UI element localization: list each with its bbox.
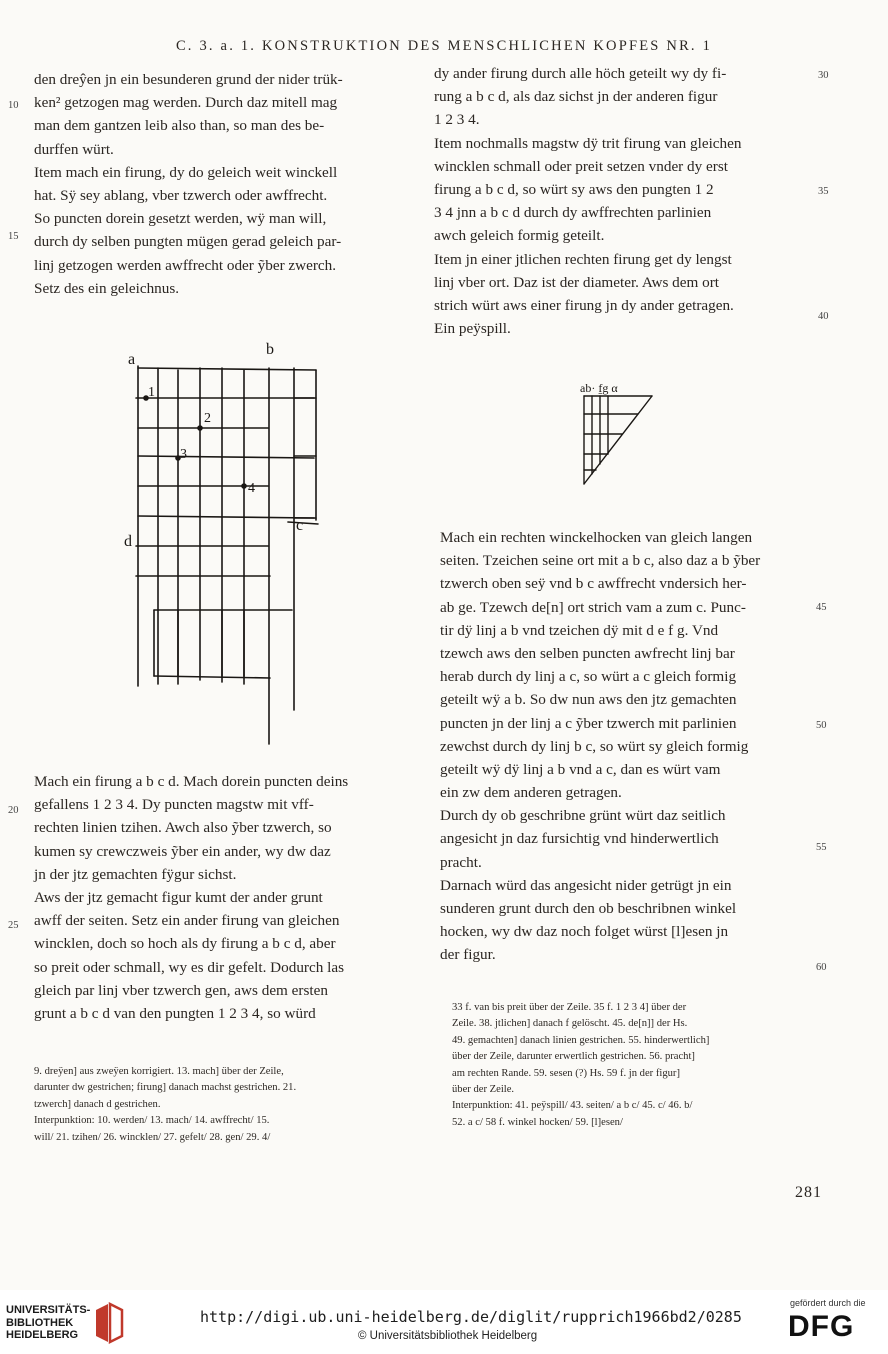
text-line: pracht. <box>440 853 482 871</box>
text-line: der figur. <box>440 946 496 964</box>
page-number: 281 <box>795 1184 822 1201</box>
note-line: 9. dreÿen] aus zweÿen korrigiert. 13. mach] über der Zeile, <box>34 1066 284 1077</box>
note-line: 33 f. van bis preit über der Zeile. 35 f. 1 2 3 4] über der <box>452 1002 687 1013</box>
text-line: 1 2 3 4. <box>434 111 480 129</box>
note-line: am rechten Rande. 59. sesen (?) Hs. 59 f. jn der figur] <box>452 1067 680 1079</box>
copyright-notice: © Universitätsbibliothek Heidelberg <box>358 1330 538 1342</box>
line-number: 10 <box>8 100 19 111</box>
dfg-logo: DFG <box>788 1310 855 1343</box>
text-line: rung a b c d, als daz sichst jn der anderen figur <box>434 88 718 106</box>
figure-label-a: a <box>128 351 136 368</box>
text-line: Mach ein rechten winckelhocken van gleich langen <box>440 529 753 546</box>
right-column-middle <box>440 526 820 967</box>
text-line: sunderen grunt durch den ob beschribnen winkel <box>440 900 737 917</box>
text-line: grunt a b c d van den pungten 1 2 3 4, so würd <box>34 1004 316 1022</box>
figure-label-4: 4 <box>248 481 255 496</box>
line-number: 15 <box>8 231 19 242</box>
text-line: Item nochmalls magstw dÿ trit firung van gleichen <box>434 134 742 152</box>
text-line: firung a b c d, so würt sy aws den pungten 1 2 <box>434 180 714 198</box>
text-line: ab ge. Tzewch de[n] ort strich vam a zum c. Punc- <box>440 598 746 616</box>
library-emblem-icon <box>92 1300 126 1346</box>
text-line: Setz des ein geleichnus. <box>34 279 180 297</box>
text-line: 3 4 jnn a b c d durch dy awffrechten parlinien <box>434 204 712 222</box>
note-line: über der Zeile, darunter erwertlich gestrichen. 56. pracht] <box>452 1051 695 1063</box>
text-line: durch dy selben pungten mügen gerad geleich par- <box>34 233 342 251</box>
figure-label-b: b <box>266 341 274 358</box>
line-number: 55 <box>816 842 827 853</box>
text-line: tzewch aws den selben puncten awfrecht linj bar <box>440 644 735 662</box>
running-head: C. 3. a. 1. KONSTRUKTION DES MENSCHLICHEN KOPFES NR. 1 <box>175 38 713 54</box>
permalink-url[interactable]: http://digi.ub.uni-heidelberg.de/diglit/rupprich1966bd2/0285 <box>200 1308 742 1326</box>
text-line: Item jn einer jtlichen rechten firung get dy lengst <box>434 250 732 268</box>
left-column-top <box>34 68 394 300</box>
text-line: strich würt aws einer firung jn dy ander getragen. <box>434 296 734 314</box>
text-line: zewchst durch dy linj b c, so würt sy gleich formig <box>440 737 749 755</box>
text-line: hat. Sÿ sey ablang, vber tzwerch oder awffrecht. <box>34 186 328 204</box>
figure-label-1: 1 <box>148 385 155 400</box>
figure-label-3: 3 <box>180 447 187 462</box>
figure-label-d: d <box>124 533 132 550</box>
grid-figure <box>118 334 338 752</box>
text-line: wincklen schmall oder preit setzen vnder dy erst <box>434 157 728 175</box>
viewer-footer <box>0 1290 888 1354</box>
note-line: Zeile. 38. jtlichen] danach f gelöscht. 45. de[n]] der Hs. <box>452 1018 688 1030</box>
text-line: awff der seiten. Setz ein ander firung van gleichen <box>34 912 340 930</box>
text-line: durffen würt. <box>34 140 114 158</box>
note-line: Interpunktion: 10. werden/ 13. mach/ 14. awffrecht/ 15. <box>34 1115 270 1127</box>
text-line: geteilt wÿ a b. So dw nun aws den jtz gemachten <box>440 691 737 709</box>
text-line: herab durch dy linj a c, so würt a c gleich formig <box>440 668 737 686</box>
line-number: 35 <box>818 186 829 197</box>
text-line: rechten linien tzihen. Awch also ỹber tzwerch, so <box>34 819 332 837</box>
text-line: tzwerch oben seÿ vnd b c awffrecht vndersich her- <box>440 575 747 593</box>
text-line: Item mach ein firung, dy do geleich weit winckell <box>34 163 338 181</box>
figure-label-c: c <box>296 517 304 534</box>
text-line: Ein peÿspill. <box>434 320 511 338</box>
text-line: gleich par linj vber tzwerch gen, aws dem ersten <box>34 981 328 999</box>
note-line: 52. a c/ 58 f. winkel hocken/ 59. [l]esen/ <box>452 1116 623 1128</box>
funded-by-label: gefördert durch die <box>790 1298 866 1308</box>
line-number: 60 <box>816 962 827 973</box>
note-line: Interpunktion: 41. peÿspill/ 43. seiten/ a b c/ 45. c/ 46. b/ <box>452 1100 693 1112</box>
text-line: den dreŷen jn ein besunderen grund der nider trük- <box>34 71 343 88</box>
text-line: Darnach würd das angesicht nider getrügt jn ein <box>440 876 732 894</box>
line-number: 45 <box>816 602 827 613</box>
text-line: linj getzogen werden awffrecht oder ỹber zwerch. <box>34 256 337 274</box>
text-line: linj vber ort. Daz ist der diameter. Aws dem ort <box>434 273 719 291</box>
text-line: ken² getzogen mag werden. Durch daz mitell mag <box>34 94 338 112</box>
text-line: So puncten dorein gesetzt werden, wÿ man will, <box>34 210 327 228</box>
figure-label-2: 2 <box>204 411 211 426</box>
right-column-top <box>434 62 814 340</box>
text-line: man dem gantzen leib also than, so man des be- <box>34 117 325 135</box>
text-line: angesicht jn daz fursichtig vnd hinderwertlich <box>440 830 719 848</box>
text-line: wincklen, doch so hoch als dy firung a b c d, aber <box>34 935 336 953</box>
text-line: kumen sy crewczweis ỹber ein ander, wy dw daz <box>34 842 331 860</box>
line-number: 30 <box>818 70 829 81</box>
triangle-label: ab· f̱g α <box>580 381 618 395</box>
text-line: ein zw dem anderen getragen. <box>440 784 622 802</box>
university-library-logo: UNIVERSITÄTS- BIBLIOTHEK HEIDELBERG <box>6 1304 91 1341</box>
text-line: hocken, wy dw daz noch folget würst [l]esen jn <box>440 923 729 941</box>
text-line: jn der jtz gemachten fÿgur sichst. <box>34 865 237 883</box>
note-line: 49. gemachten] danach linien gestrichen. 55. hinderwertlich] <box>452 1034 710 1046</box>
line-number: 40 <box>818 311 829 322</box>
text-line: puncten jn der linj a c ỹber tzwerch mit parlinien <box>440 714 737 732</box>
text-line: Mach ein firung a b c d. Mach dorein puncten deins <box>34 773 349 790</box>
text-line: so preit oder schmall, wy es dir gefelt. Dodurch las <box>34 958 344 976</box>
text-line: dy ander firung durch alle höch geteilt wy dy fi- <box>434 65 727 82</box>
note-line: über der Zeile. <box>452 1084 515 1096</box>
note-line: darunter dw gestrichen; firung] danach machst gestrichen. 21. <box>34 1082 297 1094</box>
left-column-bottom <box>34 770 394 1025</box>
text-line: Aws der jtz gemacht figur kumt der ander grunt <box>34 888 323 906</box>
line-number: 50 <box>816 720 827 731</box>
line-number: 25 <box>8 920 19 931</box>
text-line: Durch dy ob geschribne grünt würt daz seitlich <box>440 807 726 825</box>
text-line: tir dÿ linj a b vnd tzeichen dÿ mit d e f g. Vnd <box>440 621 719 639</box>
text-line: seiten. Tzeichen seine ort mit a b c, also daz a b ỹber <box>440 552 761 570</box>
apparatus-notes-left <box>34 1064 414 1146</box>
text-line: awch geleich formig geteilt. <box>434 227 605 245</box>
note-line: will/ 21. tzihen/ 26. wincklen/ 27. gefelt/ 28. gen/ 29. 4/ <box>34 1131 271 1143</box>
line-number: 20 <box>8 805 19 816</box>
triangle-figure <box>574 380 674 490</box>
text-line: gefallens 1 2 3 4. Dy puncten magstw mit vff- <box>34 796 314 814</box>
note-line: tzwerch] danach d gestrichen. <box>34 1098 161 1110</box>
apparatus-notes-right <box>452 1000 822 1131</box>
text-line: geteilt wÿ dÿ linj a b vnd a c, dan es würt vam <box>440 760 721 778</box>
